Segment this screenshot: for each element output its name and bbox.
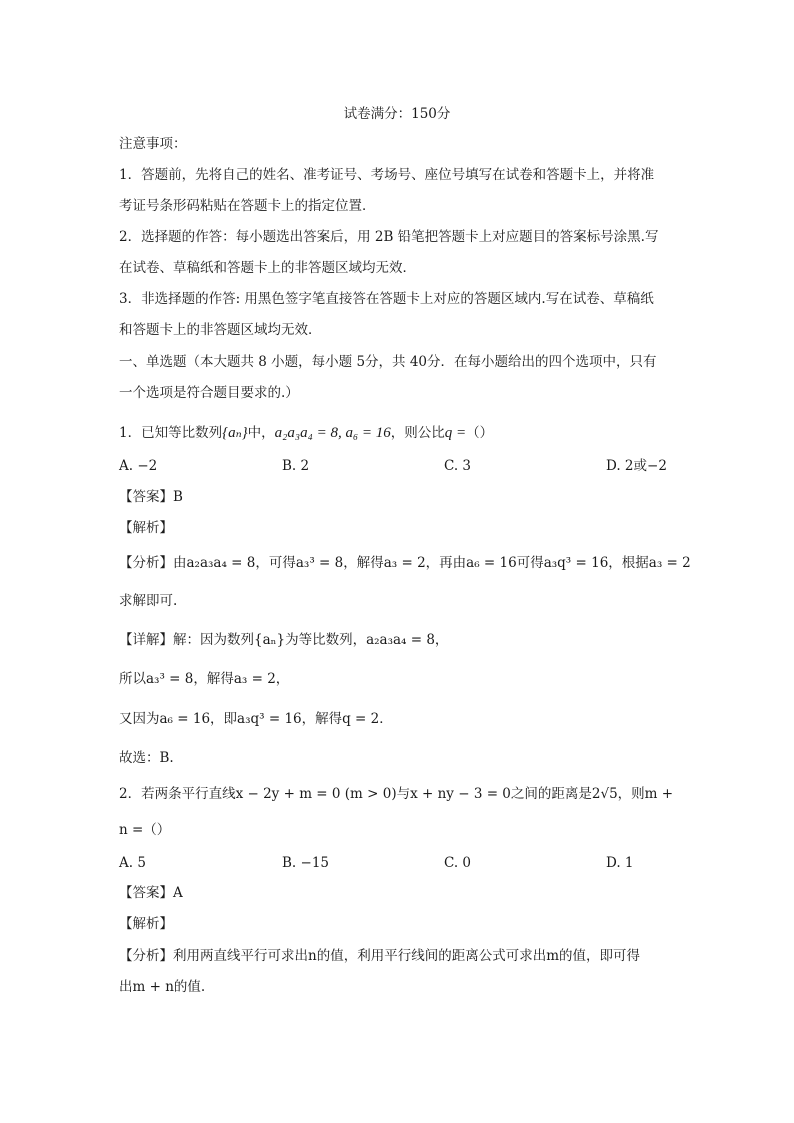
q1-option-b: B. 2 bbox=[282, 458, 310, 474]
q1-stem-prefix: 1．已知等比数列 bbox=[119, 425, 223, 441]
q1-detail-line-2: 所以a₃³ = 8，解得a₃ = 2， bbox=[119, 671, 290, 687]
q2-analysis-line-2: 出m + n的值. bbox=[119, 979, 206, 995]
q1-stem-mid: 中， bbox=[247, 425, 275, 441]
q1-option-d: D. 2或−2 bbox=[606, 458, 667, 474]
q1-detail-line-3: 又因为a₆ = 16，即a₃q³ = 16，解得q = 2． bbox=[119, 711, 393, 727]
full-score: 试卷满分：150分 bbox=[343, 106, 451, 122]
q1-analysis-line-1: 【分析】由a₂a₃a₄ = 8，可得a₃³ = 8，解得a₃ = 2，再由a₆ = 16可得a₃q³ = 16，根据a₃ = 2 bbox=[119, 555, 691, 571]
q1-analysis-title: 【解析】 bbox=[119, 520, 173, 536]
q2-option-c: C. 0 bbox=[444, 855, 472, 871]
section-heading-line-1: 一、单选题（本大题共 8 小题，每小题 5分，共 40分．在每小题给出的四个选项中，只有 bbox=[119, 354, 657, 370]
notice-item-2-line-2: 在试卷、草稿纸和答题卡上的非答题区域均无效． bbox=[119, 260, 416, 276]
q1-analysis-line-2: 求解即可. bbox=[119, 593, 178, 609]
notice-title: 注意事项： bbox=[119, 136, 187, 152]
q1-q: q = bbox=[444, 425, 467, 441]
notice-item-3-line-1: 3．非选择题的作答: 用黑色签字笔直接答在答题卡上对应的答题区域内.写在试卷、草稿纸 bbox=[119, 291, 654, 307]
q2-stem-line-2: n =（） bbox=[119, 822, 171, 838]
q2-option-a: A. 5 bbox=[119, 855, 146, 871]
q2-analysis-title: 【解析】 bbox=[119, 916, 173, 932]
q2-option-b: B. −15 bbox=[282, 855, 329, 871]
notice-item-2-line-1: 2．选择题的作答：每小题选出答案后，用 2B 铅笔把答题卡上对应题目的答案标号涂黑.写 bbox=[119, 229, 659, 245]
q2-answer: 【答案】A bbox=[119, 885, 183, 901]
q1-conclusion: 故选：B. bbox=[119, 750, 174, 766]
q1-stem bbox=[119, 423, 493, 443]
notice-item-3-line-2: 和答题卡上的非答题区域均无效． bbox=[119, 322, 322, 338]
q1-answer: 【答案】B bbox=[119, 489, 183, 505]
q2-analysis-line-1: 【分析】利用两直线平行可求出n的值，利用平行线间的距离公式可求出m的值，即可得 bbox=[119, 948, 640, 964]
q2-stem-line-1: 2．若两条平行直线x − 2y + m = 0 (m > 0)与x + ny − 3 = 0之间的距离是2√5，则m + bbox=[119, 786, 674, 802]
q1-conditions: a₂a₃a₄ = 8, a₆ = 16 bbox=[274, 425, 391, 441]
q1-sequence: {aₙ} bbox=[222, 425, 248, 441]
q1-option-a: A. −2 bbox=[119, 458, 158, 474]
notice-item-1-line-1: 1．答题前，先将自己的姓名、准考证号、考场号、座位号填写在试卷和答题卡上，并将准 bbox=[119, 167, 655, 183]
notice-item-1-line-2: 考证号条形码粘贴在答题卡上的指定位置． bbox=[119, 198, 376, 214]
q1-paren: （） bbox=[466, 425, 494, 441]
q1-detail-line-1: 【详解】解：因为数列{aₙ}为等比数列，a₂a₃a₄ = 8， bbox=[119, 632, 449, 648]
section-heading-line-2: 一个选项是符合题目要求的.） bbox=[119, 385, 299, 401]
q1-stem-ratio: ，则公比 bbox=[390, 425, 445, 441]
q2-option-d: D. 1 bbox=[606, 855, 634, 871]
q1-option-c: C. 3 bbox=[444, 458, 472, 474]
